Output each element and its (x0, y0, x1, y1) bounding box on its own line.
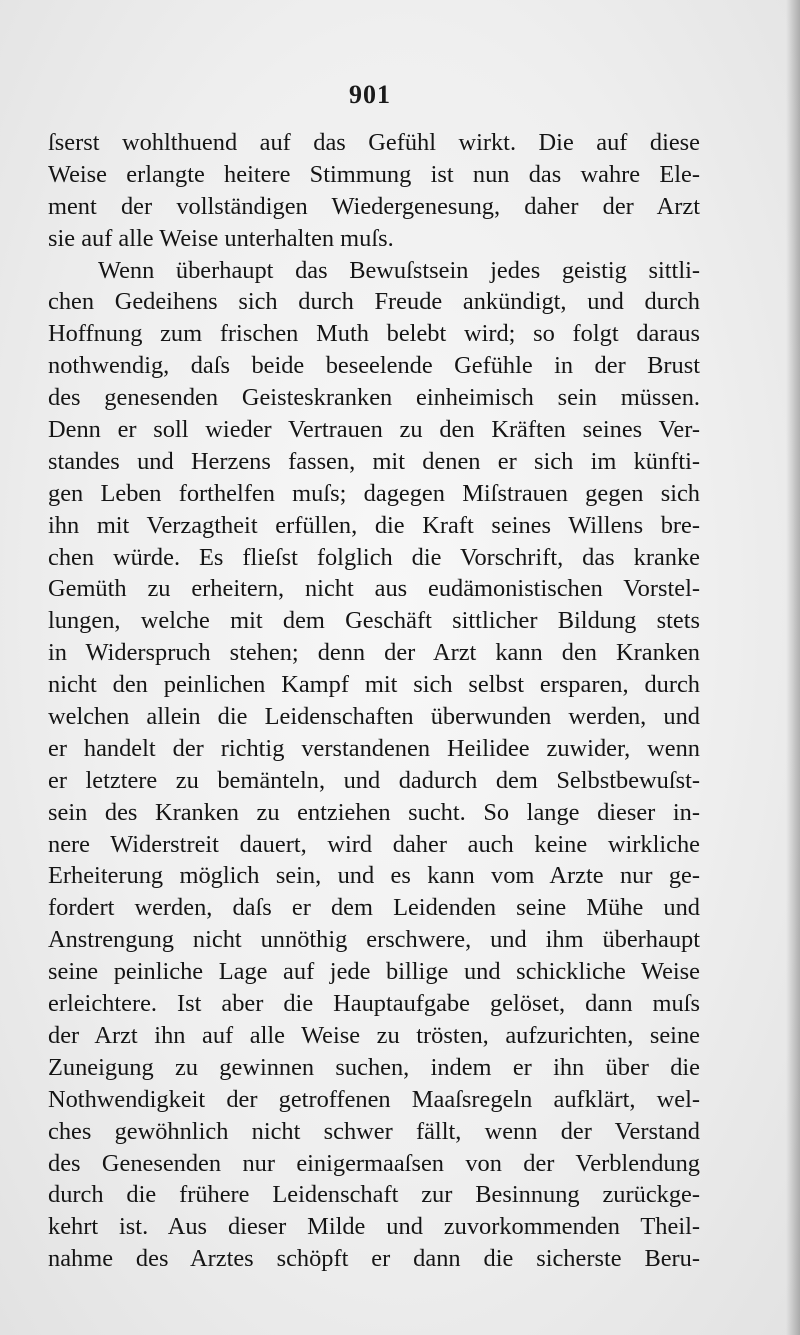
text-line: fordert werden, daſs er dem Leidenden seine Mühe und (48, 894, 700, 922)
text-line: kehrt ist. Aus dieser Milde und zuvorkommenden Theil- (48, 1213, 700, 1241)
text-line: ment der vollständigen Wiedergenesung, daher der Arzt (48, 192, 700, 220)
text-line: chen Gedeihens sich durch Freude ankündigt, und durch (48, 288, 700, 316)
text-line: nere Widerstreit dauert, wird daher auch keine wirkliche (48, 830, 700, 858)
page-number: 901 (349, 80, 391, 109)
page-edge-shadow (786, 0, 800, 1335)
text-line: Wenn überhaupt das Bewuſstsein jedes geistig sittli- (98, 256, 700, 284)
text-line: ihn mit Verzagtheit erfüllen, die Kraft seines Willens bre- (48, 511, 700, 539)
text-line: seine peinliche Lage auf jede billige und schickliche Weise (48, 958, 700, 986)
text-line: Denn er soll wieder Vertrauen zu den Kräften seines Ver- (48, 416, 700, 444)
text-line: gen Leben forthelfen muſs; dagegen Miſstrauen gegen sich (48, 479, 700, 507)
text-line: Weise erlangte heitere Stimmung ist nun das wahre Ele- (48, 160, 700, 188)
text-line: welchen allein die Leidenschaften überwunden werden, und (48, 703, 700, 731)
text-line: nahme des Arztes schöpft er dann die sicherste Beru- (48, 1245, 700, 1273)
text-line: nothwendig, daſs beide beseelende Gefühle in der Brust (48, 352, 700, 380)
text-line: Hoffnung zum frischen Muth belebt wird; so folgt daraus (48, 320, 700, 348)
text-line: ches gewöhnlich nicht schwer fällt, wenn der Verstand (48, 1117, 700, 1145)
text-line: Gemüth zu erheitern, nicht aus eudämonistischen Vorstel- (48, 575, 700, 603)
text-line: Erheiterung möglich sein, und es kann vom Arzte nur ge- (48, 862, 700, 890)
text-line: er letztere zu bemänteln, und dadurch dem Selbstbewuſst- (48, 766, 700, 794)
text-line: Zuneigung zu gewinnen suchen, indem er ihn über die (48, 1053, 700, 1081)
page-text (48, 127, 700, 1275)
text-line: in Widerspruch stehen; denn der Arzt kann den Kranken (48, 639, 700, 667)
text-line: sie auf alle Weise unterhalten muſs. (48, 224, 394, 252)
text-line: sein des Kranken zu entziehen sucht. So lange dieser in- (48, 798, 700, 826)
text-line: nicht den peinlichen Kampf mit sich selbst ersparen, durch (48, 671, 700, 699)
text-line: erleichtere. Ist aber die Hauptaufgabe gelöset, dann muſs (48, 990, 700, 1018)
text-line: ſserst wohlthuend auf das Gefühl wirkt. Die auf diese (48, 129, 700, 156)
text-line: der Arzt ihn auf alle Weise zu trösten, aufzurichten, seine (48, 1021, 700, 1049)
text-line: durch die frühere Leidenschaft zur Besinnung zurückge- (48, 1181, 700, 1209)
text-line: des genesenden Geisteskranken einheimisch sein müssen. (48, 384, 700, 412)
text-line: Anstrengung nicht unnöthig erschwere, und ihm überhaupt (48, 926, 700, 954)
text-line: des Genesenden nur einigermaaſsen von der Verblendung (48, 1149, 700, 1177)
text-line: chen würde. Es flieſst folglich die Vorschrift, das kranke (48, 543, 700, 571)
text-line: er handelt der richtig verstandenen Heilidee zuwider, wenn (48, 734, 700, 762)
text-line: lungen, welche mit dem Geschäft sittlicher Bildung stets (48, 607, 700, 635)
text-line: standes und Herzens fassen, mit denen er sich im künfti- (48, 447, 700, 475)
text-line: Nothwendigkeit der getroffenen Maaſsregeln aufklärt, wel- (48, 1085, 700, 1113)
